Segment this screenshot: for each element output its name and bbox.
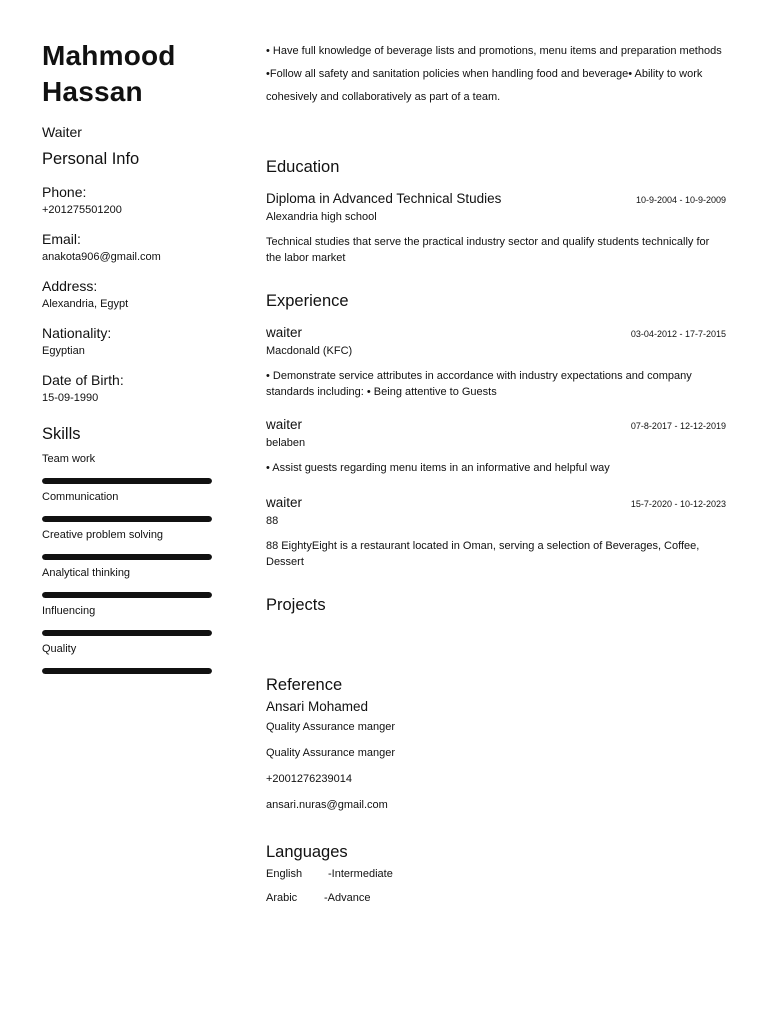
address-value: Alexandria, Egypt [42,298,129,310]
experience-entry [266,495,726,570]
entry-description: • Assist guests regarding menu items in an informative and helpful way [266,462,610,474]
address-label: Address: [42,278,98,294]
language-level: -Intermediate [328,868,393,880]
skill-bar-fill [42,478,212,484]
language-level: -Advance [324,892,371,904]
language-item [266,868,726,880]
entry-date: 03-04-2012 - 17-7-2015 [630,329,726,339]
dob-value: 15-09-1990 [42,392,99,404]
skill-item [42,452,214,484]
email-value: anakota906@gmail.com [42,251,161,263]
first-name: Mahmood [42,40,176,71]
reference-name: Ansari Mohamed [266,699,369,714]
reference-heading: Reference [266,676,343,694]
dob-label: Date of Birth: [42,372,124,388]
entry-description: 88 EightyEight is a restaurant located in Oman, serving a selection of Beverages, Coffee, Dessert [266,540,700,568]
entry-title: waiter [266,417,303,432]
reference-email: ansari.nuras@gmail.com [266,799,388,811]
reference-phone: +2001276239014 [266,773,352,785]
entry-header [266,191,726,206]
email-label: Email: [42,231,81,247]
skill-name: Analytical thinking [42,567,131,579]
entry-title: waiter [266,495,303,510]
entry-organization: Macdonald (KFC) [266,345,353,357]
entry-date: 15-7-2020 - 10-12-2023 [630,499,726,509]
skill-item [42,528,214,560]
entry-organization: 88 [266,515,279,527]
experience-heading: Experience [266,292,349,310]
entry-description: Technical studies that serve the practical industry sector and qualify students technically for the labor market [266,236,710,264]
entry-title: waiter [266,325,303,340]
entry-header [266,325,726,340]
right-column [266,40,726,904]
language-item [266,892,726,904]
skill-item [42,566,214,598]
last-name: Hassan [42,76,143,107]
projects-heading: Projects [266,596,326,614]
skill-name: Communication [42,491,119,503]
personal-info-list [42,184,214,405]
skill-name: Quality [42,643,77,655]
entry-header [266,417,726,432]
skill-name: Creative problem solving [42,529,164,541]
skill-item [42,604,214,636]
skill-bar [42,554,212,560]
skill-bar-fill [42,668,212,674]
job-role: Waiter [42,124,82,140]
language-name: Arabic [266,892,298,904]
nationality-value: Egyptian [42,345,85,357]
skill-bar [42,516,212,522]
skill-bar-fill [42,516,212,522]
phone-label: Phone: [42,184,87,200]
entry-date: 07-8-2017 - 12-12-2019 [630,421,726,431]
personal-info-heading: Personal Info [42,150,140,168]
candidate-name [42,38,214,110]
skill-bar-fill [42,630,212,636]
left-column [42,38,214,674]
entry-date: 10-9-2004 - 10-9-2009 [635,195,726,205]
skill-name: Team work [42,453,96,465]
entry-description: • Demonstrate service attributes in accordance with industry expectations and company standards including: • Being attentive to Guests [266,370,692,398]
reference-position: Quality Assurance manger [266,721,396,733]
education-heading: Education [266,158,340,176]
skill-name: Influencing [42,605,96,617]
languages-heading: Languages [266,843,348,861]
skill-bar [42,478,212,484]
entry-organization: Alexandria high school [266,211,377,223]
entry-header [266,495,726,510]
reference-company: Quality Assurance manger [266,747,396,759]
skill-item [42,490,214,522]
summary-text: • Have full knowledge of beverage lists and promotions, menu items and preparation methods •Follow all safety and sanitation policies when handling food and beverage• Ability to work cohesively and collaboratively as part of a team. [266,45,722,103]
language-name: English [266,868,303,880]
experience-entry [266,325,726,400]
skill-item [42,642,214,674]
skill-bar [42,668,212,674]
education-entry [266,191,726,266]
skill-bar-fill [42,592,212,598]
entry-organization: belaben [266,437,306,449]
nationality-label: Nationality: [42,325,112,341]
skill-bar-fill [42,554,212,560]
entry-title: Diploma in Advanced Technical Studies [266,191,502,206]
skill-bar [42,630,212,636]
skills-heading: Skills [42,425,81,443]
experience-entry [266,417,726,476]
phone-value: +201275501200 [42,204,122,216]
skills-list [42,452,214,674]
skill-bar [42,592,212,598]
